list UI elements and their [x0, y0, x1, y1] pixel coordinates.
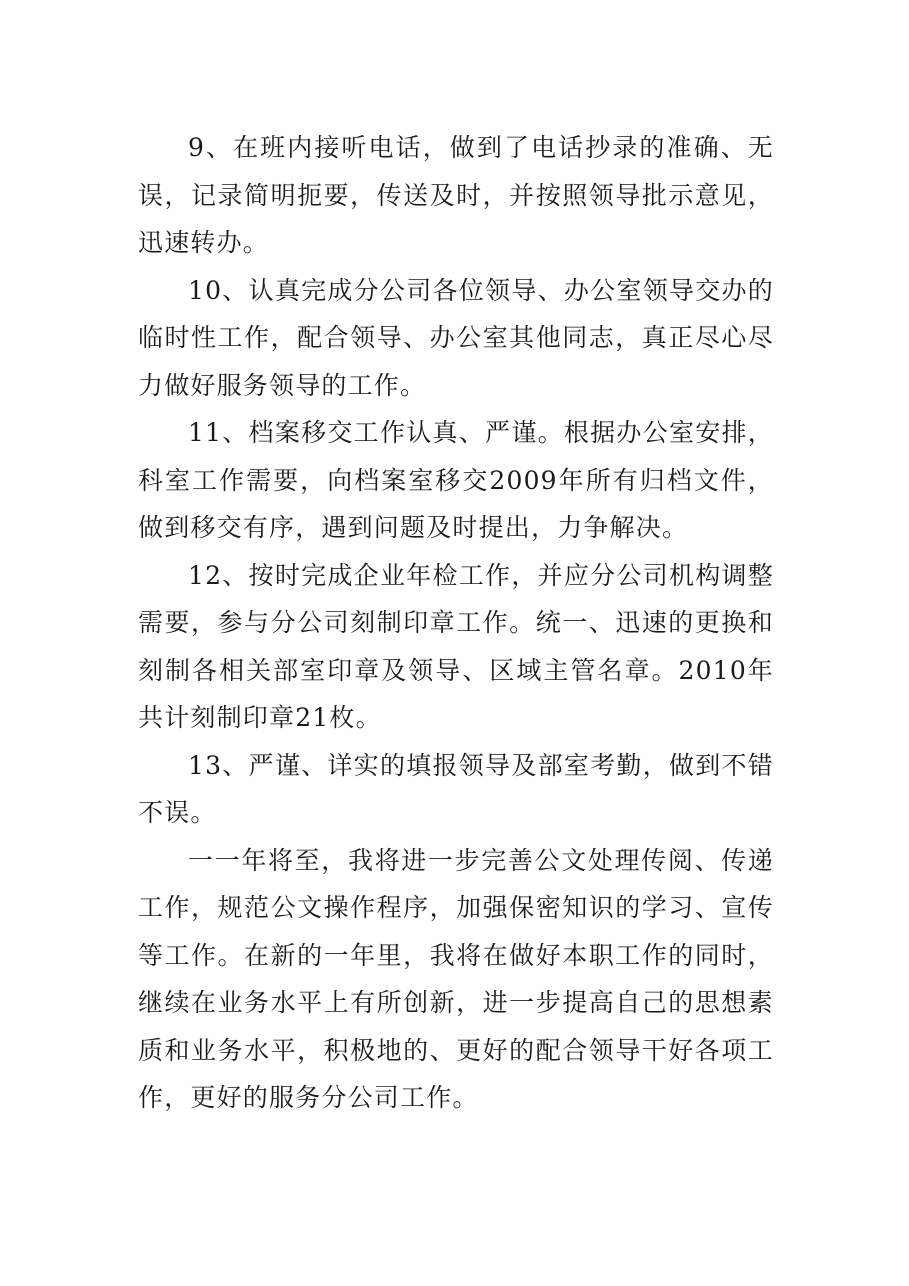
- paragraph-item-11: 11、档案移交工作认真、严谨。根据办公室安排，科室工作需要，向档案室移交2009年所有归档文件，做到移交有序，遇到问题及时提出，力争解决。: [138, 418, 774, 542]
- paragraph-item-12: 12、按时完成企业年检工作，并应分公司机构调整需要，参与分公司刻制印章工作。统一、迅速的更换和刻制各相关部室印章及领导、区域主管名章。2010年共计刻制印章21枚。: [138, 560, 774, 732]
- document-body: [138, 124, 774, 1122]
- paragraph-item-13: 13、严谨、详实的填报领导及部室考勤，做到不错不误。: [138, 750, 774, 827]
- paragraph-conclusion: 一一年将至，我将进一步完善公文处理传阅、传递工作，规范公文操作程序，加强保密知识的学习、宣传等工作。在新的一年里，我将在做好本职工作的同时，继续在业务水平上有所创新，进一步提高自己的思想素质和业务水平，积极地的、更好的配合领导干好各项工作，更好的服务分公司工作。: [138, 845, 774, 1112]
- paragraph-item-9: 9、在班内接听电话，做到了电话抄录的准确、无误，记录简明扼要，传送及时，并按照领导批示意见，迅速转办。: [138, 133, 774, 257]
- paragraph-item-10: 10、认真完成分公司各位领导、办公室领导交办的临时性工作，配合领导、办公室其他同志，真正尽心尽力做好服务领导的工作。: [138, 275, 774, 400]
